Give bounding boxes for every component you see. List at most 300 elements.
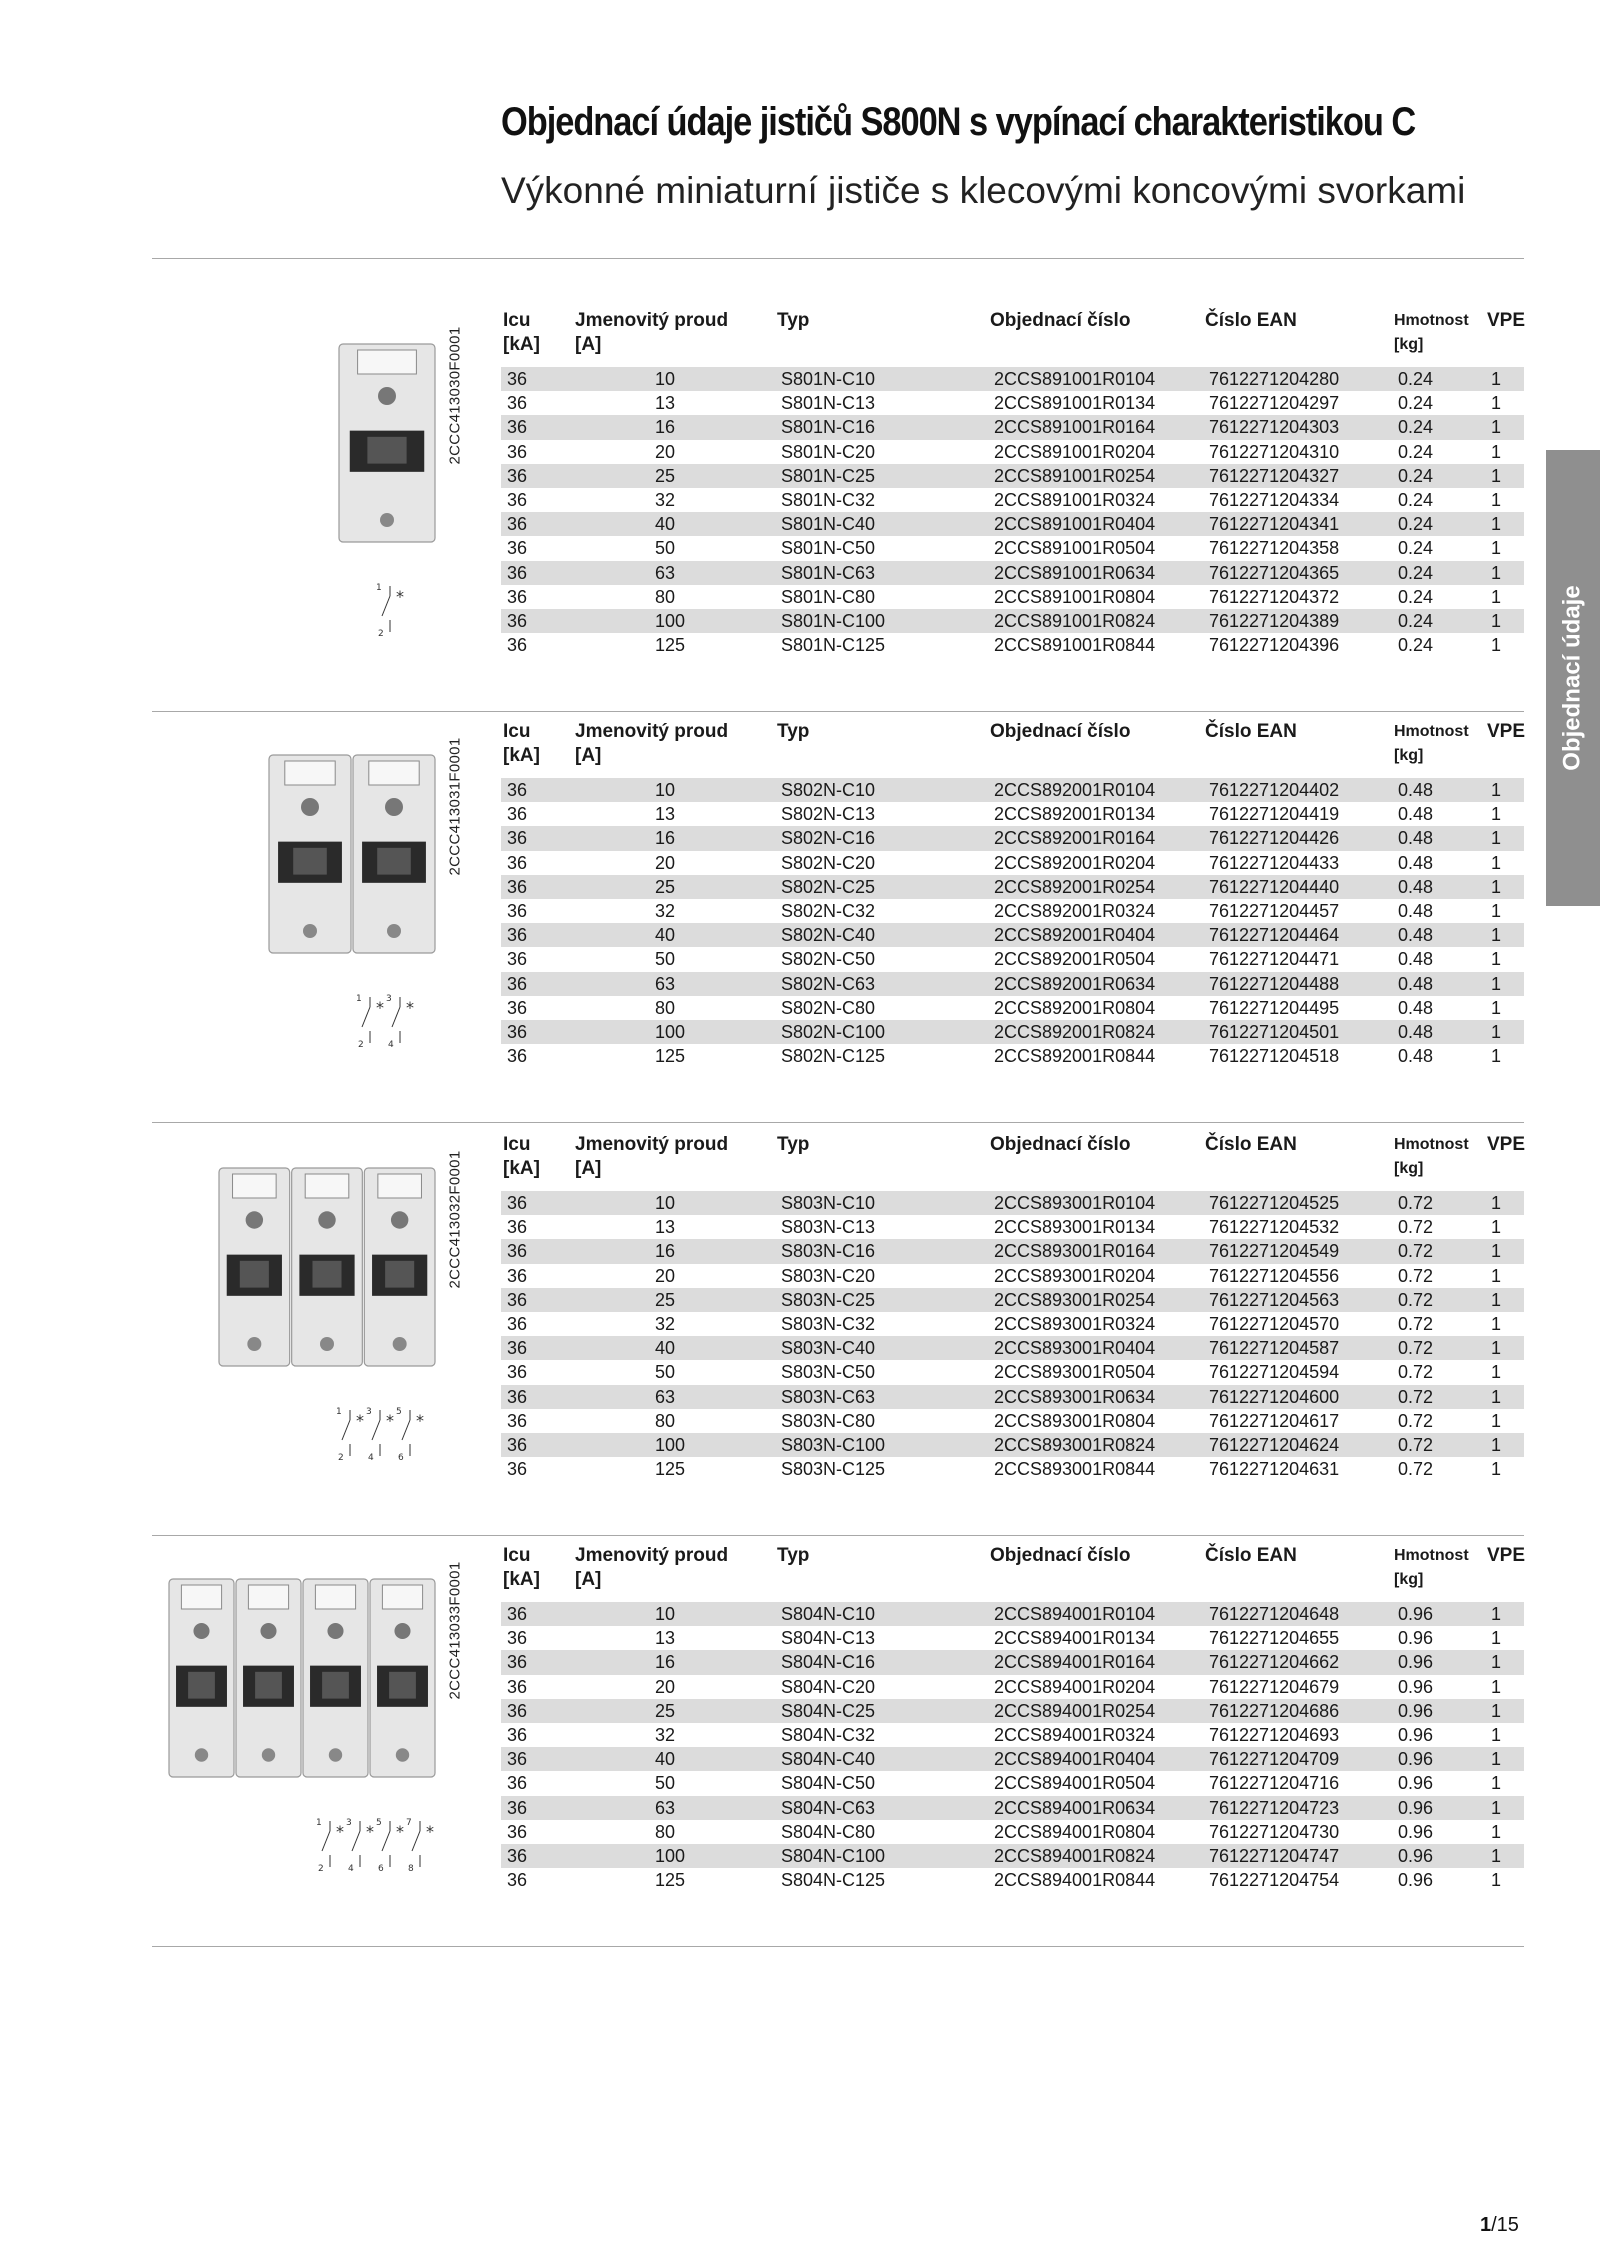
- table-cell: 36: [501, 464, 573, 488]
- table-cell: 1: [1485, 1191, 1524, 1215]
- table-cell: 7612271204600: [1203, 1385, 1392, 1409]
- table-cell: 36: [501, 1433, 573, 1457]
- table-cell: 2CCS892001R0134: [994, 804, 1156, 825]
- table-header-row: [501, 1535, 1524, 1602]
- table-cell: 7612271204471: [1209, 949, 1340, 970]
- col-header-rated-current: Jmenovitý proud [A]: [575, 310, 729, 355]
- table-cell: 10: [573, 778, 775, 802]
- table-cell: 13: [655, 1217, 676, 1238]
- table-row: [501, 633, 1524, 657]
- table-cell: 2CCS894001R0634: [988, 1796, 1203, 1820]
- table-cell: 1: [1491, 1628, 1502, 1649]
- table-cell: S802N-C32: [781, 901, 876, 922]
- col-header-icu: Icu [kA]: [503, 721, 540, 766]
- table-cell: 36: [507, 1676, 528, 1697]
- table-cell: 7612271204433: [1209, 852, 1340, 873]
- table-cell: S803N-C125: [781, 1459, 886, 1480]
- circuit-symbol-icon: [312, 1815, 442, 1880]
- table-cell: 2CCS894001R0404: [988, 1747, 1203, 1771]
- table-cell: 13: [655, 804, 676, 825]
- table-cell: 2CCS893001R0404: [988, 1336, 1203, 1360]
- table-cell: 10: [573, 1602, 775, 1626]
- table-cell: 7612271204327: [1203, 464, 1392, 488]
- table-cell: 36: [507, 1314, 528, 1335]
- table-cell: 0.96: [1392, 1747, 1485, 1771]
- table-cell: 2CCS893001R0824: [988, 1433, 1203, 1457]
- table-cell: 1: [1485, 1844, 1524, 1868]
- table-cell: 36: [501, 1602, 573, 1626]
- table-cell: 20: [655, 852, 676, 873]
- table-cell: 0.72: [1392, 1336, 1485, 1360]
- terminal-label: 6: [398, 1453, 404, 1463]
- table-cell: 10: [573, 1191, 775, 1215]
- table-cell: 2CCS891001R0204: [994, 441, 1156, 462]
- table-cell: 36: [501, 1336, 573, 1360]
- terminal-label: 2: [318, 1864, 324, 1874]
- table-cell: S801N-C25: [775, 464, 988, 488]
- table-cell: 2CCS893001R0254: [988, 1288, 1203, 1312]
- table-row: [501, 1699, 1524, 1723]
- table-cell: 7612271204648: [1203, 1602, 1392, 1626]
- table-cell: 2CCS892001R0634: [988, 972, 1203, 996]
- table-cell: 36: [501, 561, 573, 585]
- table-cell: S801N-C125: [781, 635, 886, 656]
- table-cell: 2CCS894001R0504: [994, 1773, 1156, 1794]
- table-cell: 100: [573, 609, 775, 633]
- page-number: [1480, 2214, 1519, 2237]
- table-cell: 40: [573, 923, 775, 947]
- table-cell: 2CCS893001R0504: [994, 1362, 1156, 1383]
- table-cell: S802N-C20: [781, 852, 876, 873]
- table-cell: 1: [1485, 1650, 1524, 1674]
- terminal-label: 4: [348, 1864, 354, 1874]
- table-row: [501, 1312, 1524, 1336]
- table-cell: 36: [507, 949, 528, 970]
- table-row: [501, 778, 1524, 802]
- col-header-rated-current: Jmenovitý proud [A]: [575, 1134, 729, 1179]
- table-cell: 0.24: [1392, 512, 1485, 536]
- table-cell: 7612271204570: [1209, 1314, 1340, 1335]
- circuit-symbol-icon: [372, 580, 412, 645]
- table-cell: 2CCS892001R0404: [988, 923, 1203, 947]
- table-cell: 36: [501, 609, 573, 633]
- table-cell: 36: [501, 1796, 573, 1820]
- table-cell: 36: [501, 1239, 573, 1263]
- table-cell: 7612271204396: [1209, 635, 1340, 656]
- col-header-ean: Číslo EAN: [1205, 1134, 1297, 1155]
- table-cell: 0.72: [1392, 1239, 1485, 1263]
- table-cell: 36: [507, 1821, 528, 1842]
- circuit-symbol-icon: [352, 991, 422, 1056]
- col-header-type: Typ: [777, 1545, 810, 1566]
- table-cell: 1: [1491, 1362, 1502, 1383]
- table-cell: 25: [573, 464, 775, 488]
- col-header-vpe: VPE: [1487, 1545, 1526, 1566]
- table-cell: 36: [507, 586, 528, 607]
- image-code: [445, 731, 465, 881]
- table-row: [501, 1868, 1524, 1892]
- table-cell: 2CCS891001R0164: [988, 415, 1203, 439]
- table-cell: 63: [573, 972, 775, 996]
- table-cell: 36: [501, 367, 573, 391]
- table-cell: 1: [1491, 1870, 1502, 1891]
- table-cell: 2CCS892001R0824: [988, 1020, 1203, 1044]
- breaker-image: [212, 1164, 442, 1375]
- page-number-total: /15: [1491, 2214, 1519, 2236]
- table-cell: 36: [507, 1870, 528, 1891]
- table-cell: 1: [1491, 1314, 1502, 1335]
- table-cell: 1: [1485, 1699, 1524, 1723]
- col-header-weight: Hmotnost [kg]: [1394, 1136, 1469, 1177]
- table-cell: 16: [573, 826, 775, 850]
- table-cell: 36: [501, 1020, 573, 1044]
- col-header-order-number: Objednací číslo: [990, 721, 1131, 742]
- table-row: [501, 1723, 1524, 1747]
- col-header-rated-current: Jmenovitý proud [A]: [575, 1545, 729, 1590]
- table-cell: 16: [573, 415, 775, 439]
- table-row: [501, 512, 1524, 536]
- product-section: [152, 1124, 1524, 1536]
- table-row: [501, 415, 1524, 439]
- table-cell: 0.48: [1392, 972, 1485, 996]
- table-cell: 7612271204440: [1203, 875, 1392, 899]
- table-cell: 10: [573, 367, 775, 391]
- table-cell: 36: [507, 441, 528, 462]
- table-cell: 7612271204297: [1209, 393, 1340, 414]
- table-cell: 1: [1485, 1385, 1524, 1409]
- table-cell: S803N-C50: [781, 1362, 876, 1383]
- table-cell: S802N-C125: [781, 1046, 886, 1067]
- svg-text:*: *: [416, 1411, 424, 1430]
- table-cell: 7612271204723: [1203, 1796, 1392, 1820]
- table-cell: S803N-C63: [775, 1385, 988, 1409]
- table-cell: 36: [501, 1288, 573, 1312]
- table-cell: 7612271204532: [1209, 1217, 1340, 1238]
- table-cell: 50: [655, 1773, 676, 1794]
- table-cell: 7612271204334: [1209, 490, 1340, 511]
- table-cell: 7612271204303: [1203, 415, 1392, 439]
- table-cell: 0.24: [1398, 538, 1434, 559]
- table-row: [501, 1336, 1524, 1360]
- svg-text:*: *: [406, 998, 414, 1017]
- table-row: [501, 585, 1524, 609]
- col-header-ean: Číslo EAN: [1205, 310, 1297, 331]
- table-cell: 0.48: [1398, 901, 1434, 922]
- table-cell: 36: [501, 1191, 573, 1215]
- table-cell: 2CCS892001R0204: [994, 852, 1156, 873]
- table-row: [501, 1020, 1524, 1044]
- col-header-weight: Hmotnost [kg]: [1394, 1547, 1469, 1588]
- table-cell: S802N-C13: [781, 804, 876, 825]
- table-cell: 36: [507, 1046, 528, 1067]
- table-cell: 36: [501, 1844, 573, 1868]
- table-row: [501, 536, 1524, 560]
- table-cell: 0.48: [1398, 949, 1434, 970]
- table-cell: 1: [1485, 778, 1524, 802]
- table-cell: 1: [1485, 415, 1524, 439]
- terminal-label: 2: [358, 1040, 364, 1050]
- table-cell: 36: [507, 635, 528, 656]
- table-cell: S802N-C80: [781, 997, 876, 1018]
- table-cell: 7612271204624: [1203, 1433, 1392, 1457]
- table-cell: S804N-C80: [781, 1821, 876, 1842]
- table-cell: 1: [1491, 393, 1502, 414]
- header-divider: [152, 258, 1524, 259]
- table-cell: 16: [573, 1239, 775, 1263]
- table-cell: 1: [1491, 490, 1502, 511]
- table-row: [501, 899, 1524, 923]
- table-cell: 36: [501, 415, 573, 439]
- table-cell: 1: [1485, 1747, 1524, 1771]
- table-cell: 1: [1491, 852, 1502, 873]
- table-cell: 0.72: [1398, 1410, 1434, 1431]
- table-cell: 20: [655, 1265, 676, 1286]
- table-row: [501, 391, 1524, 415]
- terminal-label: 8: [408, 1864, 414, 1874]
- table-row: [501, 1044, 1524, 1068]
- table-cell: 0.24: [1392, 415, 1485, 439]
- table-cell: 36: [507, 804, 528, 825]
- table-row: [501, 488, 1524, 512]
- col-header-weight: Hmotnost [kg]: [1394, 723, 1469, 764]
- table-cell: 7612271204402: [1203, 778, 1392, 802]
- table-cell: 0.48: [1392, 875, 1485, 899]
- table-row: [501, 1844, 1524, 1868]
- table-row: [501, 440, 1524, 464]
- table-cell: 7612271204365: [1203, 561, 1392, 585]
- table-cell: 0.48: [1392, 826, 1485, 850]
- col-header-rated-current: Jmenovitý proud [A]: [575, 721, 729, 766]
- table-cell: 1: [1491, 635, 1502, 656]
- table-cell: S802N-C10: [775, 778, 988, 802]
- image-code-text: 2CCC413031F0001: [446, 737, 464, 875]
- table-cell: 1: [1485, 923, 1524, 947]
- table-cell: 1: [1491, 804, 1502, 825]
- table-cell: 1: [1491, 1410, 1502, 1431]
- svg-text:*: *: [396, 587, 404, 606]
- table-cell: 0.96: [1392, 1844, 1485, 1868]
- table-cell: 36: [501, 1385, 573, 1409]
- table-cell: 32: [655, 1314, 676, 1335]
- table-cell: 36: [507, 393, 528, 414]
- table-cell: 0.48: [1392, 923, 1485, 947]
- table-cell: 1: [1491, 901, 1502, 922]
- table-cell: 2CCS891001R0134: [994, 393, 1156, 414]
- table-cell: 0.24: [1398, 441, 1434, 462]
- table-cell: 2CCS893001R0164: [988, 1239, 1203, 1263]
- col-header-ean: Číslo EAN: [1205, 1545, 1297, 1566]
- terminal-label: 4: [388, 1040, 394, 1050]
- table-cell: 0.72: [1398, 1314, 1434, 1335]
- table-cell: 63: [573, 561, 775, 585]
- table-cell: 2CCS891001R0824: [988, 609, 1203, 633]
- terminal-label: 5: [376, 1818, 382, 1828]
- table-cell: 1: [1485, 367, 1524, 391]
- table-row: [501, 1264, 1524, 1288]
- table-cell: S804N-C13: [781, 1628, 876, 1649]
- table-cell: 2CCS894001R0104: [988, 1602, 1203, 1626]
- table-cell: 2CCS894001R0844: [994, 1870, 1156, 1891]
- table-cell: 2CCS891001R0804: [994, 586, 1156, 607]
- terminal-label: 1: [316, 1818, 322, 1828]
- table-cell: S801N-C20: [781, 441, 876, 462]
- table-row: [501, 1409, 1524, 1433]
- table-cell: 0.72: [1392, 1288, 1485, 1312]
- table-cell: 2CCS893001R0634: [988, 1385, 1203, 1409]
- table-cell: 1: [1485, 1336, 1524, 1360]
- table-cell: 1: [1485, 1288, 1524, 1312]
- table-cell: 2CCS891001R0504: [994, 538, 1156, 559]
- table-cell: 7612271204655: [1209, 1628, 1340, 1649]
- table-cell: 1: [1485, 1602, 1524, 1626]
- table-cell: 1: [1491, 1046, 1502, 1067]
- table-cell: 0.24: [1392, 367, 1485, 391]
- image-code-text: 2CCC413033F0001: [446, 1561, 464, 1699]
- svg-text:*: *: [386, 1411, 394, 1430]
- table-row: [501, 1239, 1524, 1263]
- side-tab[interactable]: [1546, 450, 1600, 906]
- table-cell: 2CCS892001R0254: [988, 875, 1203, 899]
- table-cell: 32: [655, 901, 676, 922]
- table-cell: 2CCS893001R0844: [994, 1459, 1156, 1480]
- table-cell: 0.48: [1398, 852, 1434, 873]
- table-cell: 0.96: [1392, 1602, 1485, 1626]
- table-cell: 2CCS892001R0804: [994, 997, 1156, 1018]
- table-row: [501, 1288, 1524, 1312]
- table-cell: 36: [507, 1459, 528, 1480]
- table-cell: 7612271204587: [1203, 1336, 1392, 1360]
- table-cell: 1: [1491, 997, 1502, 1018]
- table-cell: S804N-C10: [775, 1602, 988, 1626]
- table-cell: 80: [655, 586, 676, 607]
- product-section: [152, 711, 1524, 1123]
- table-cell: 36: [507, 1725, 528, 1746]
- table-cell: 2CCS892001R0844: [994, 1046, 1156, 1067]
- table-cell: 1: [1485, 512, 1524, 536]
- table-cell: S804N-C125: [781, 1870, 886, 1891]
- table-cell: 7612271204549: [1203, 1239, 1392, 1263]
- svg-text:*: *: [396, 1822, 404, 1841]
- table-cell: 2CCS891001R0254: [988, 464, 1203, 488]
- table-row: [501, 1385, 1524, 1409]
- table-header-row: [501, 300, 1524, 367]
- page-subtitle: Výkonné miniaturní jističe s klecovými koncovými svorkami: [501, 170, 1466, 211]
- table-cell: 36: [507, 1410, 528, 1431]
- table-cell: 7612271204341: [1203, 512, 1392, 536]
- table-cell: 36: [501, 1699, 573, 1723]
- circuit-symbol-icon: [332, 1404, 432, 1469]
- table-row: [501, 1675, 1524, 1699]
- table-cell: 7612271204495: [1209, 997, 1340, 1018]
- table-cell: 80: [655, 1410, 676, 1431]
- table-row: [501, 561, 1524, 585]
- table-cell: 2CCS891001R0324: [994, 490, 1156, 511]
- table-cell: 36: [507, 901, 528, 922]
- image-code-text: 2CCC413030F0001: [446, 326, 464, 464]
- table-cell: 0.96: [1398, 1821, 1434, 1842]
- col-header-type: Typ: [777, 1134, 810, 1155]
- table-row: [501, 923, 1524, 947]
- table-cell: 0.96: [1398, 1773, 1434, 1794]
- table-cell: 1: [1485, 1020, 1524, 1044]
- table-cell: 7612271204419: [1209, 804, 1340, 825]
- table-cell: 40: [573, 1747, 775, 1771]
- table-cell: S804N-C100: [775, 1844, 988, 1868]
- table-cell: 36: [501, 875, 573, 899]
- terminal-label: 4: [368, 1453, 374, 1463]
- table-cell: 32: [655, 1725, 676, 1746]
- table-row: [501, 826, 1524, 850]
- table-cell: 0.24: [1392, 561, 1485, 585]
- terminal-label: 7: [406, 1818, 412, 1828]
- terminal-label: 6: [378, 1864, 384, 1874]
- table-cell: 7612271204501: [1203, 1020, 1392, 1044]
- table-cell: S802N-C100: [775, 1020, 988, 1044]
- table-row: [501, 1191, 1524, 1215]
- table-cell: 1: [1491, 949, 1502, 970]
- table-cell: 0.48: [1398, 997, 1434, 1018]
- table-cell: 7612271204709: [1203, 1747, 1392, 1771]
- table-row: [501, 1771, 1524, 1795]
- table-cell: 7612271204556: [1209, 1265, 1340, 1286]
- table-cell: 7612271204754: [1209, 1870, 1340, 1891]
- col-header-order-number: Objednací číslo: [990, 1545, 1131, 1566]
- table-cell: 36: [501, 923, 573, 947]
- table-cell: 7612271204693: [1209, 1725, 1340, 1746]
- table-cell: 7612271204310: [1209, 441, 1340, 462]
- table-cell: S802N-C40: [775, 923, 988, 947]
- table-cell: 20: [655, 441, 676, 462]
- table-cell: 2CCS893001R0324: [994, 1314, 1156, 1335]
- table-header-row: [501, 1124, 1524, 1191]
- table-cell: 0.24: [1398, 586, 1434, 607]
- table-cell: S801N-C32: [781, 490, 876, 511]
- table-cell: S804N-C20: [781, 1676, 876, 1697]
- table-cell: 16: [573, 1650, 775, 1674]
- table-cell: 0.24: [1398, 635, 1434, 656]
- table-cell: S801N-C10: [775, 367, 988, 391]
- table-cell: 1: [1491, 1773, 1502, 1794]
- table-cell: 2CCS892001R0324: [994, 901, 1156, 922]
- table-cell: 1: [1491, 586, 1502, 607]
- image-code: [445, 1144, 465, 1294]
- table-cell: 1: [1485, 1239, 1524, 1263]
- table-cell: 2CCS894001R0204: [994, 1676, 1156, 1697]
- table-row: [501, 996, 1524, 1020]
- table-cell: S803N-C32: [781, 1314, 876, 1335]
- table-cell: 0.48: [1398, 804, 1434, 825]
- table-row: [501, 1433, 1524, 1457]
- table-row: [501, 802, 1524, 826]
- table-cell: 36: [507, 997, 528, 1018]
- table-cell: S804N-C63: [775, 1796, 988, 1820]
- table-cell: 7612271204464: [1203, 923, 1392, 947]
- table-row: [501, 1747, 1524, 1771]
- table-row: [501, 1215, 1524, 1239]
- table-cell: 2CCS894001R0804: [994, 1821, 1156, 1842]
- table-cell: 2CCS894001R0134: [994, 1628, 1156, 1649]
- table-row: [501, 1820, 1524, 1844]
- svg-text:*: *: [336, 1822, 344, 1841]
- table-cell: 0.72: [1398, 1217, 1434, 1238]
- table-cell: 7612271204518: [1209, 1046, 1340, 1067]
- table-cell: 2CCS891001R0104: [988, 367, 1203, 391]
- table-cell: S804N-C50: [781, 1773, 876, 1794]
- side-tab-label: Objednací údaje: [1559, 585, 1587, 771]
- table-cell: 0.48: [1398, 1046, 1434, 1067]
- table-cell: 7612271204716: [1209, 1773, 1340, 1794]
- table-cell: 2CCS894001R0164: [988, 1650, 1203, 1674]
